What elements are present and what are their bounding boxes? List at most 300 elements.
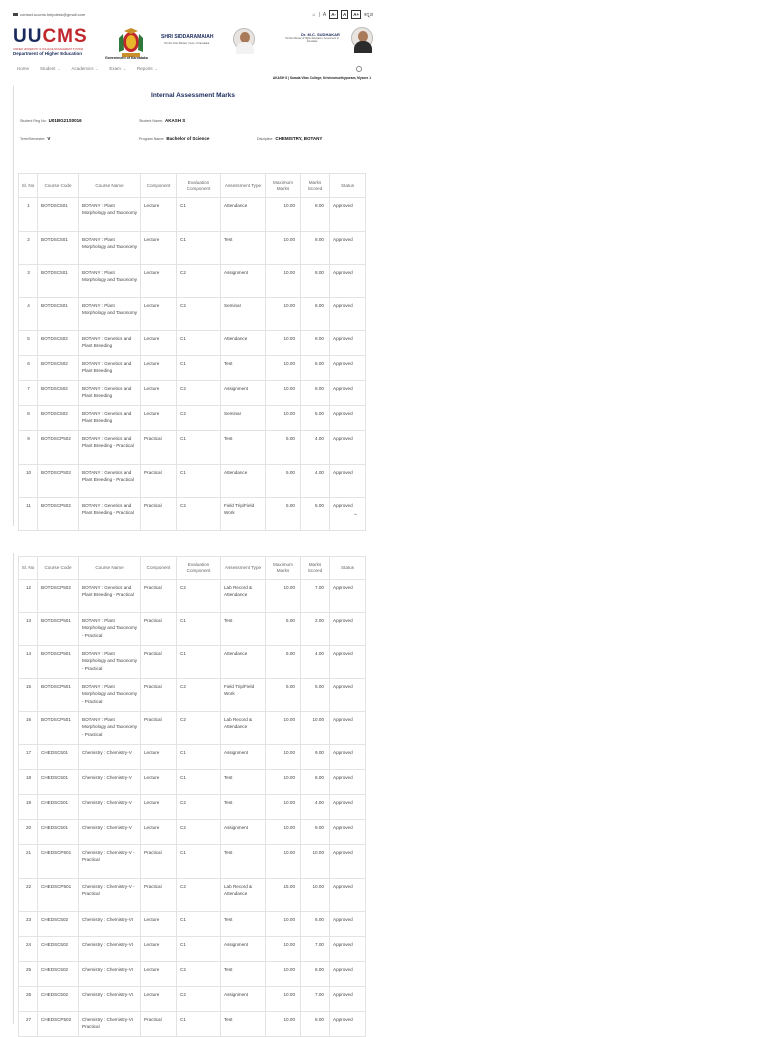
table-row — [19, 465, 366, 498]
cell-course-code: BOTDSCP501 — [38, 712, 79, 745]
cell-status: Approved — [330, 406, 366, 431]
student-reg-no: Student Reg No: U01BG21S0016 — [20, 118, 82, 123]
mail-icon — [13, 13, 18, 17]
cell-sl-no: 4 — [19, 298, 38, 331]
cm-name: SHRI SIDDARAMAIAH — [161, 34, 214, 40]
cell-assessment-type: Field Trip/Field Work — [221, 679, 266, 712]
chevron-down-icon: ⌄ — [57, 67, 61, 71]
cell-component: Lecture — [141, 331, 177, 356]
cell-marks-scored: 6.00 — [301, 356, 330, 381]
column-header-course-name[interactable]: Course Name — [79, 174, 141, 198]
cell-component: Lecture — [141, 937, 177, 962]
term-semester: Term/Semester: V — [20, 136, 51, 141]
cell-evaluation-component: C1 — [177, 1012, 221, 1037]
cell-evaluation-component: C2 — [177, 498, 221, 531]
cell-course-name: BOTANY : Genetics and Plant Breeding - Practical — [79, 431, 141, 465]
contact-email[interactable] — [13, 12, 85, 17]
cell-assessment-type: Seminar — [221, 298, 266, 331]
cell-evaluation-component: C1 — [177, 745, 221, 770]
cell-assessment-type: Seminar — [221, 406, 266, 431]
cell-status: Approved — [330, 646, 366, 679]
cell-assessment-type: Attendance — [221, 646, 266, 679]
cell-course-code: CHEDSC501 — [38, 795, 79, 820]
cell-status: Approved — [330, 987, 366, 1012]
table-row — [19, 962, 366, 987]
cell-maximum-marks: 5.00 — [266, 613, 301, 646]
cell-evaluation-component: C2 — [177, 298, 221, 331]
cell-component: Lecture — [141, 987, 177, 1012]
language-toggle[interactable]: ಕನ್ನಡ — [364, 11, 373, 18]
cell-sl-no: 20 — [19, 820, 38, 845]
cell-component: Practical — [141, 879, 177, 912]
cell-assessment-type: Assignment — [221, 820, 266, 845]
cell-maximum-marks: 15.00 — [266, 879, 301, 912]
table-row — [19, 845, 366, 879]
cell-sl-no: 12 — [19, 580, 38, 613]
cell-course-code: BOTDSCP501 — [38, 613, 79, 646]
college-name: AKASH S | Sarada Vilas College, Krishnamurthypuram, Mysore 1 — [272, 76, 371, 80]
cell-course-name: Chemistry : Chemistry-V — [79, 795, 141, 820]
cell-evaluation-component: C1 — [177, 232, 221, 265]
cell-assessment-type: Assignment — [221, 937, 266, 962]
cell-component: Lecture — [141, 265, 177, 298]
table-row — [19, 820, 366, 845]
cell-component: Practical — [141, 431, 177, 465]
uucms-logo[interactable] — [13, 26, 93, 57]
cell-sl-no: 14 — [19, 646, 38, 679]
table-header-row — [19, 174, 366, 198]
logo-department: Department of Higher Education — [13, 51, 83, 56]
nav-item-exam[interactable]: Exam ⌄ — [109, 66, 126, 71]
cell-status: Approved — [330, 198, 366, 232]
cell-marks-scored: 8.00 — [301, 381, 330, 406]
cell-marks-scored: 7.00 — [301, 937, 330, 962]
cell-assessment-type: Test — [221, 795, 266, 820]
cell-evaluation-component: C1 — [177, 356, 221, 381]
cell-marks-scored: 7.00 — [301, 987, 330, 1012]
scroll-up-icon[interactable]: ⌃ — [353, 514, 359, 520]
cell-course-code: BOTDSC502 — [38, 406, 79, 431]
cell-sl-no: 1 — [19, 198, 38, 232]
cell-course-name: Chemistry : Chemistry-VI — [79, 912, 141, 937]
cell-assessment-type: Test — [221, 431, 266, 465]
cell-sl-no: 19 — [19, 795, 38, 820]
cell-sl-no: 10 — [19, 465, 38, 498]
cell-evaluation-component: C1 — [177, 912, 221, 937]
cell-status: Approved — [330, 298, 366, 331]
cell-status: Approved — [330, 381, 366, 406]
column-header-course-name[interactable]: Course Name — [79, 557, 141, 580]
cell-status: Approved — [330, 356, 366, 381]
cell-course-code: CHEDSCP502 — [38, 1012, 79, 1037]
cell-sl-no: 18 — [19, 770, 38, 795]
table-row — [19, 265, 366, 298]
cell-maximum-marks: 10.00 — [266, 795, 301, 820]
page-title: Internal Assessment Marks — [151, 92, 235, 99]
cell-component: Lecture — [141, 298, 177, 331]
cell-course-name: BOTANY : Plant Morphology and Taxonomy — [79, 232, 141, 265]
cell-assessment-type: Assignment — [221, 381, 266, 406]
cell-component: Lecture — [141, 406, 177, 431]
discipline: Discipline: CHEMISTRY, BOTANY — [257, 136, 323, 141]
column-header-evaluation-component[interactable]: Evaluation Component — [177, 557, 221, 580]
cell-assessment-type: Field Trip/Field Work — [221, 498, 266, 531]
table-row — [19, 381, 366, 406]
accessibility-icon[interactable]: A — [322, 11, 327, 18]
cell-sl-no: 9 — [19, 431, 38, 465]
cell-evaluation-component: C1 — [177, 465, 221, 498]
cell-maximum-marks: 10.00 — [266, 745, 301, 770]
cell-component: Lecture — [141, 198, 177, 232]
table-row — [19, 912, 366, 937]
cell-marks-scored: 4.00 — [301, 795, 330, 820]
cell-course-name: Chemistry : Chemistry-V - Practical — [79, 879, 141, 912]
cell-maximum-marks: 10.00 — [266, 356, 301, 381]
term-value: V — [47, 136, 51, 141]
table-row — [19, 356, 366, 381]
cell-course-name: Chemistry : Chemistry-V — [79, 745, 141, 770]
cell-evaluation-component: C1 — [177, 331, 221, 356]
cell-status: Approved — [330, 232, 366, 265]
cell-marks-scored: 4.00 — [301, 646, 330, 679]
cell-course-name: Chemistry : Chemistry-VI — [79, 987, 141, 1012]
cell-course-name: BOTANY : Plant Morphology and Taxonomy — [79, 198, 141, 232]
nav-item-student[interactable]: Student ⌄ — [40, 66, 61, 71]
cell-maximum-marks: 5.00 — [266, 646, 301, 679]
column-header-component[interactable]: Component — [141, 174, 177, 198]
cell-course-code: BOTDSCP502 — [38, 465, 79, 498]
cell-maximum-marks: 10.00 — [266, 406, 301, 431]
cell-assessment-type: Attendance — [221, 465, 266, 498]
cell-course-code: BOTDSCP502 — [38, 580, 79, 613]
table-row — [19, 498, 366, 531]
column-header-maximum-marks[interactable]: Maximum Marks — [266, 557, 301, 580]
student-name: Student Name: AKASH S — [139, 118, 186, 123]
cell-marks-scored: 10.00 — [301, 879, 330, 912]
cell-evaluation-component: C2 — [177, 381, 221, 406]
cell-status: Approved — [330, 580, 366, 613]
cell-evaluation-component: C2 — [177, 879, 221, 912]
minister-name: Dr. M.C. SUDHAKAR — [301, 32, 340, 37]
cell-course-name: BOTANY : Genetics and Plant Breeding - Practical — [79, 498, 141, 531]
top-utility-bar — [13, 12, 373, 22]
cell-maximum-marks: 5.00 — [266, 679, 301, 712]
cm-portrait — [233, 28, 255, 50]
cell-status: Approved — [330, 431, 366, 465]
cell-course-name: Chemistry : Chemistry-V — [79, 820, 141, 845]
cell-marks-scored: 4.00 — [301, 465, 330, 498]
font-normal-button[interactable]: A — [342, 12, 347, 17]
cell-evaluation-component: C1 — [177, 845, 221, 879]
cell-sl-no: 5 — [19, 331, 38, 356]
cell-assessment-type: Test — [221, 845, 266, 879]
cell-component: Lecture — [141, 912, 177, 937]
cell-marks-scored: 5.00 — [301, 679, 330, 712]
main-nav — [17, 66, 317, 74]
cell-status: Approved — [330, 937, 366, 962]
contact-email-text[interactable]: contact.uucms.helpdesk@gmail.com — [20, 12, 86, 17]
cell-status: Approved — [330, 912, 366, 937]
cell-course-code: BOTDSCP501 — [38, 679, 79, 712]
table-header-row — [19, 557, 366, 580]
cell-component: Lecture — [141, 962, 177, 987]
cell-evaluation-component: C1 — [177, 431, 221, 465]
cell-maximum-marks: 10.00 — [266, 265, 301, 298]
cell-sl-no: 7 — [19, 381, 38, 406]
table-row — [19, 712, 366, 745]
cell-evaluation-component: C2 — [177, 987, 221, 1012]
cell-maximum-marks: 5.00 — [266, 465, 301, 498]
cell-evaluation-component: C2 — [177, 962, 221, 987]
cell-component: Practical — [141, 613, 177, 646]
column-header-maximum-marks[interactable]: Maximum Marks — [266, 174, 301, 198]
separator: | — [318, 11, 320, 18]
cell-assessment-type: Assignment — [221, 745, 266, 770]
marks-card — [13, 86, 371, 526]
cell-assessment-type: Lab Record & Attendance — [221, 580, 266, 613]
cell-marks-scored: 8.00 — [301, 331, 330, 356]
cell-maximum-marks: 10.00 — [266, 331, 301, 356]
cell-evaluation-component: C2 — [177, 265, 221, 298]
cell-assessment-type: Lab Record & Attendance — [221, 879, 266, 912]
cell-course-code: CHEDSC501 — [38, 770, 79, 795]
cell-component: Lecture — [141, 820, 177, 845]
cell-sl-no: 22 — [19, 879, 38, 912]
cell-assessment-type: Attendance — [221, 198, 266, 232]
cell-evaluation-component: C1 — [177, 646, 221, 679]
cell-course-code: CHEDSC501 — [38, 745, 79, 770]
cell-course-code: CHEDSC502 — [38, 987, 79, 1012]
logo-tagline: UNIFIED UNIVERSITY & COLLEGE MANAGEMENT SYSTEM — [13, 48, 84, 51]
cell-course-code: CHEDSC502 — [38, 962, 79, 987]
cell-course-code: BOTDSCP502 — [38, 431, 79, 465]
cell-status: Approved — [330, 465, 366, 498]
column-header-component[interactable]: Component — [141, 557, 177, 580]
cell-course-name: BOTANY : Plant Morphology and Taxonomy - Practical — [79, 679, 141, 712]
cell-course-code: BOTDSCP501 — [38, 646, 79, 679]
nav-item-academics[interactable]: Academics ⌄ — [71, 66, 99, 71]
cell-assessment-type: Test — [221, 770, 266, 795]
cell-course-code: CHEDSCP501 — [38, 879, 79, 912]
table-row — [19, 770, 366, 795]
cell-marks-scored: 6.00 — [301, 770, 330, 795]
cell-maximum-marks: 10.00 — [266, 298, 301, 331]
cell-sl-no: 21 — [19, 845, 38, 879]
table-row — [19, 232, 366, 265]
cell-course-code: CHEDSC501 — [38, 820, 79, 845]
cell-sl-no: 25 — [19, 962, 38, 987]
column-header-marks-scored[interactable]: Marks Scored — [301, 174, 330, 198]
cell-assessment-type: Test — [221, 613, 266, 646]
cell-evaluation-component: C2 — [177, 679, 221, 712]
cell-course-name: BOTANY : Plant Morphology and Taxonomy - Practical — [79, 712, 141, 745]
column-header-assessment-type[interactable]: Assessment Type — [221, 174, 266, 198]
cell-status: Approved — [330, 795, 366, 820]
table-row — [19, 987, 366, 1012]
font-increase-button[interactable]: A+ — [353, 12, 360, 17]
cell-evaluation-component: C2 — [177, 795, 221, 820]
brand-header — [13, 26, 373, 66]
cell-sl-no: 23 — [19, 912, 38, 937]
cell-evaluation-component: C1 — [177, 770, 221, 795]
cell-status: Approved — [330, 613, 366, 646]
cell-status: Approved — [330, 679, 366, 712]
cell-course-name: Chemistry : Chemistry-VI — [79, 937, 141, 962]
cell-assessment-type: Test — [221, 356, 266, 381]
cell-maximum-marks: 5.00 — [266, 498, 301, 531]
cell-component: Practical — [141, 679, 177, 712]
cell-component: Lecture — [141, 795, 177, 820]
nav-item-home[interactable]: Home — [17, 66, 30, 71]
minister-title: Hon'ble Minister of Higher Education, Government of Karnataka — [285, 38, 339, 43]
cell-course-code: CHEDSC502 — [38, 912, 79, 937]
cell-status: Approved — [330, 331, 366, 356]
cell-assessment-type: Test — [221, 1012, 266, 1037]
minister-portrait — [351, 27, 373, 49]
chief-minister-block — [161, 28, 257, 54]
cell-course-code: BOTDSC502 — [38, 331, 79, 356]
accessibility-tools — [313, 10, 373, 19]
cell-maximum-marks: 10.00 — [266, 912, 301, 937]
cell-assessment-type: Assignment — [221, 265, 266, 298]
cell-component: Practical — [141, 1012, 177, 1037]
cell-maximum-marks: 10.00 — [266, 845, 301, 879]
minister-block — [285, 28, 375, 54]
cell-maximum-marks: 5.00 — [266, 431, 301, 465]
cell-sl-no: 17 — [19, 745, 38, 770]
cell-maximum-marks: 10.00 — [266, 820, 301, 845]
cell-course-code: BOTDSC501 — [38, 298, 79, 331]
cell-sl-no: 2 — [19, 232, 38, 265]
table-row — [19, 331, 366, 356]
column-header-status[interactable]: Status — [330, 557, 366, 580]
table-row — [19, 646, 366, 679]
cell-maximum-marks: 10.00 — [266, 198, 301, 232]
table-row — [19, 406, 366, 431]
cm-title: Hon'ble Chief Minister | Govt. of Karnataka — [164, 42, 210, 45]
cell-course-name: BOTANY : Plant Morphology and Taxonomy - Practical — [79, 646, 141, 679]
cell-course-name: BOTANY : Plant Morphology and Taxonomy — [79, 298, 141, 331]
cell-maximum-marks: 10.00 — [266, 770, 301, 795]
marks-card-continued — [13, 553, 365, 1030]
cell-marks-scored: 8.00 — [301, 232, 330, 265]
cell-course-name: Chemistry : Chemistry-VI Practical — [79, 1012, 141, 1037]
cell-status: Approved — [330, 845, 366, 879]
cell-assessment-type: Test — [221, 232, 266, 265]
cell-marks-scored: 8.00 — [301, 198, 330, 232]
cell-assessment-type: Attendance — [221, 331, 266, 356]
cell-marks-scored: 8.00 — [301, 1012, 330, 1037]
nav-item-reports[interactable]: Reports ⌄ — [136, 66, 158, 71]
font-decrease-button[interactable]: A- — [331, 12, 336, 17]
column-header-evaluation-component[interactable]: Evaluation Component — [177, 174, 221, 198]
cell-marks-scored: 6.00 — [301, 912, 330, 937]
cell-status: Approved — [330, 820, 366, 845]
cell-status: Approved — [330, 498, 366, 531]
cell-marks-scored: 9.00 — [301, 820, 330, 845]
column-header-assessment-type[interactable]: Assessment Type — [221, 557, 266, 580]
cell-course-code: BOTDSC501 — [38, 265, 79, 298]
cell-course-code: BOTDSC501 — [38, 232, 79, 265]
chevron-down-icon: ⌄ — [122, 67, 126, 71]
cell-status: Approved — [330, 1012, 366, 1037]
column-header-course-code[interactable]: Course Code — [38, 174, 79, 198]
cell-marks-scored: 9.00 — [301, 745, 330, 770]
cell-status: Approved — [330, 745, 366, 770]
discipline-value: CHEMISTRY, BOTANY — [275, 136, 323, 141]
cell-course-code: BOTDSC502 — [38, 356, 79, 381]
cell-sl-no: 3 — [19, 265, 38, 298]
cell-status: Approved — [330, 770, 366, 795]
cell-marks-scored: 7.00 — [301, 580, 330, 613]
cell-component: Practical — [141, 465, 177, 498]
cell-sl-no: 13 — [19, 613, 38, 646]
table-row — [19, 679, 366, 712]
emblem-caption: Government of Karnataka — [105, 56, 148, 60]
cell-marks-scored: 10.00 — [301, 845, 330, 879]
cell-marks-scored: 4.00 — [301, 431, 330, 465]
cell-maximum-marks: 10.00 — [266, 962, 301, 987]
cell-evaluation-component: C2 — [177, 580, 221, 613]
uucms-logo-text: UUCMS — [13, 26, 88, 47]
settings-icon[interactable] — [356, 66, 362, 72]
column-header-status[interactable]: Status — [330, 174, 366, 198]
program-name: Program Name: Bachelor of Science — [139, 136, 210, 141]
cell-marks-scored: 6.00 — [301, 298, 330, 331]
cell-component: Lecture — [141, 356, 177, 381]
cell-maximum-marks: 10.00 — [266, 232, 301, 265]
column-header-sl-no[interactable]: Sl. No — [19, 557, 38, 580]
cell-assessment-type: Lab Record & Attendance — [221, 712, 266, 745]
cell-course-name: Chemistry : Chemistry-V — [79, 770, 141, 795]
column-header-sl-no[interactable]: Sl. No — [19, 174, 38, 198]
cell-marks-scored: 6.00 — [301, 962, 330, 987]
cell-course-code: CHEDSCP501 — [38, 845, 79, 879]
cell-sl-no: 27 — [19, 1012, 38, 1037]
cell-evaluation-component: C1 — [177, 198, 221, 232]
cell-course-name: Chemistry : Chemistry-VI — [79, 962, 141, 987]
table-row — [19, 431, 366, 465]
table-row — [19, 580, 366, 613]
cell-sl-no: 26 — [19, 987, 38, 1012]
column-header-marks-scored[interactable]: Marks Scored — [301, 557, 330, 580]
marks-table — [18, 173, 366, 531]
cell-sl-no: 11 — [19, 498, 38, 531]
cell-course-name: BOTANY : Genetics and Plant Breeding — [79, 331, 141, 356]
table-row — [19, 879, 366, 912]
cell-component: Practical — [141, 845, 177, 879]
cell-course-name: BOTANY : Genetics and Plant Breeding — [79, 356, 141, 381]
home-icon[interactable]: ⌂ — [312, 11, 316, 18]
cell-assessment-type: Test — [221, 912, 266, 937]
cell-course-name: BOTANY : Plant Morphology and Taxonomy - Practical — [79, 613, 141, 646]
cell-maximum-marks: 10.00 — [266, 987, 301, 1012]
cell-status: Approved — [330, 962, 366, 987]
cell-component: Practical — [141, 646, 177, 679]
cell-course-name: BOTANY : Plant Morphology and Taxonomy — [79, 265, 141, 298]
cell-course-code: CHEDSC502 — [38, 937, 79, 962]
cell-maximum-marks: 10.00 — [266, 1012, 301, 1037]
cell-evaluation-component: C2 — [177, 406, 221, 431]
cell-component: Practical — [141, 498, 177, 531]
cell-status: Approved — [330, 712, 366, 745]
cell-component: Practical — [141, 712, 177, 745]
table-row — [19, 1012, 366, 1037]
cell-sl-no: 16 — [19, 712, 38, 745]
cell-marks-scored: 2.00 — [301, 613, 330, 646]
chevron-down-icon: ⌄ — [95, 67, 99, 71]
column-header-course-code[interactable]: Course Code — [38, 557, 79, 580]
